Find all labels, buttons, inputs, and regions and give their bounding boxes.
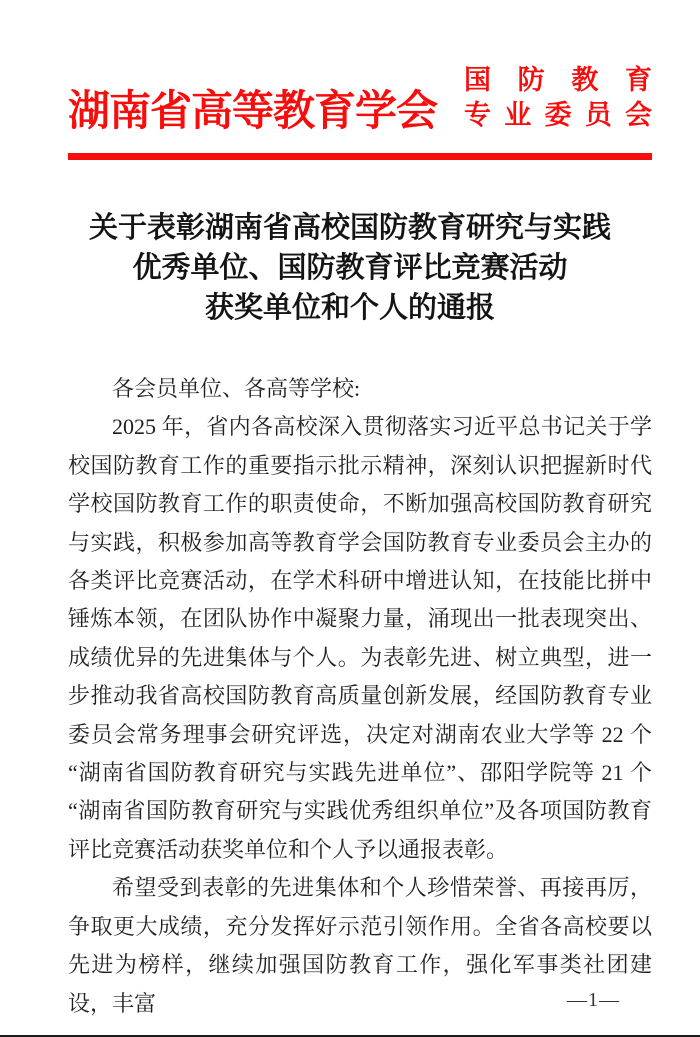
org-name-sub-line-2: 专业委员会 (464, 100, 652, 130)
document-body (68, 370, 652, 1023)
org-name-sub-line-1: 国防教育 (464, 65, 652, 95)
salutation: 各会员单位、各高等学校: (112, 376, 361, 401)
document-title (0, 208, 700, 328)
page-number: —1— (567, 989, 620, 1011)
red-divider-rule (68, 153, 652, 160)
body-paragraph-1: 2025 年，省内各高校深入贯彻落实习近平总书记关于学校国防教育工作的重要指示批示精神，深刻认识把握新时代学校国防教育工作的职责使命，不断加强高校国防教育研究与实践，积极参加高等教育学会国防教育专业委员会主办的各类评比竞赛活动，在学术科研中增进认知，在技能比拼中锤炼本领，在团队协作中凝聚力量，涌现出一批表现突出、成绩优异的先进集体与个人。为表彰先进、树立典型，进一步推动我省高校国防教育高质量创新发展，经国防教育专业委员会常务理事会研究评选，决定对湖南农业大学等 22 个“湖南省国防教育研究与实践先进单位”、邵阳学院等 21 个“湖南省国防教育研究与实践优秀组织单位”及各项国防教育评比竞赛活动获奖单位和个人予以通报表彰。 (68, 414, 652, 862)
document-title-line-2: 优秀单位、国防教育评比竞赛活动 (132, 252, 568, 284)
document-title-line-3: 获奖单位和个人的通报 (204, 292, 495, 324)
letterhead (68, 62, 652, 133)
org-name-main: 湖南省高等教育学会 (68, 89, 438, 135)
org-name-sub (464, 63, 652, 133)
body-paragraph-2: 希望受到表彰的先进集体和个人珍惜荣誉、再接再厉，争取更大成绩，充分发挥好示范引领作用。全省各高校要以先进为榜样，继续加强国防教育工作，强化军事类社团建设，丰富 (68, 875, 652, 1016)
document-title-line-1: 关于表彰湖南省高校国防教育研究与实践 (88, 212, 611, 244)
